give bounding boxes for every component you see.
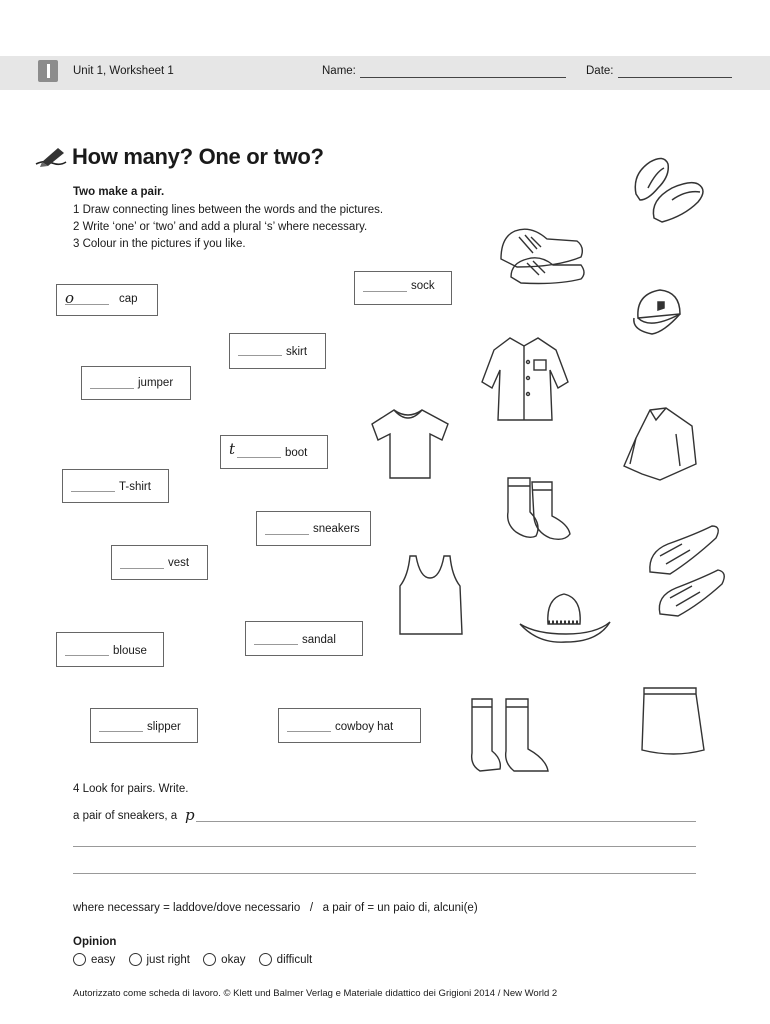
sneakers-picture[interactable] [497, 207, 587, 287]
unit-label: Unit 1, Worksheet 1 [73, 65, 174, 77]
page-title: How many? One or two? [72, 144, 324, 169]
answer-blank[interactable] [254, 644, 298, 645]
word-box-skirt[interactable] [229, 333, 326, 369]
unit-badge-icon [38, 60, 58, 82]
word-box-cowboy-hat[interactable] [278, 708, 421, 743]
jumper-picture[interactable] [620, 404, 700, 482]
vest-picture[interactable] [396, 552, 466, 638]
word-box-sandal[interactable] [245, 621, 363, 656]
word-box-tshirt[interactable] [62, 469, 169, 503]
opinion-difficult[interactable]: difficult [259, 953, 313, 966]
writing-line-3[interactable] [73, 873, 696, 874]
cowboy-hat-picture[interactable] [518, 590, 612, 648]
happy-face-icon [73, 953, 86, 966]
word-label: vest [168, 557, 190, 569]
answer-blank[interactable] [120, 568, 164, 569]
answer-blank[interactable] [65, 655, 109, 656]
word-box-blouse[interactable] [56, 632, 164, 667]
socks-picture[interactable] [502, 472, 576, 544]
word-label: cowboy hat [335, 721, 394, 733]
instruction-step-3: 3 Colour in the pictures if you like. [73, 238, 246, 250]
writing-line-1[interactable] [196, 821, 696, 822]
answer-blank[interactable] [99, 731, 143, 732]
instruction-step-2: 2 Write ‘one’ or ‘two’ and add a plural ‘s’ where necessary. [73, 221, 368, 233]
sad-face-icon [259, 953, 272, 966]
handwritten-answer: o [65, 289, 75, 307]
cap-picture[interactable] [630, 284, 686, 340]
word-label: sock [411, 280, 435, 292]
handwritten-answer: p [185, 806, 195, 824]
instruction-step-1: 1 Draw connecting lines between the words and the pictures. [73, 204, 384, 216]
answer-blank[interactable] [238, 355, 282, 356]
word-label: sandal [302, 634, 336, 646]
opinion-okay[interactable]: okay [203, 953, 245, 966]
word-box-jumper[interactable] [81, 366, 191, 400]
answer-blank[interactable] [65, 304, 109, 305]
answer-blank[interactable] [237, 457, 281, 458]
handwritten-answer: t [229, 440, 236, 458]
name-label: Name: [322, 65, 356, 77]
copyright-footer: Autorizzato come scheda di lavoro. © Klett und Balmer Verlag e Materiale didattico dei Grigioni 2014 / New World 2 [73, 988, 558, 999]
opinion-just-right[interactable]: just right [129, 953, 190, 966]
answer-blank[interactable] [265, 534, 309, 535]
glossary-note: where necessary = laddove/dove necessario / a pair of = un paio di, alcuni(e) [73, 902, 478, 914]
word-box-slipper[interactable] [90, 708, 198, 743]
date-label: Date: [586, 65, 614, 77]
opinion-easy[interactable]: easy [73, 953, 115, 966]
word-box-vest[interactable] [111, 545, 208, 580]
word-box-boot[interactable] [220, 435, 328, 469]
answer-blank[interactable] [287, 731, 331, 732]
word-label: slipper [147, 721, 181, 733]
instructions-heading: Two make a pair. [73, 186, 165, 198]
task4-starter: a pair of sneakers, a [73, 810, 178, 822]
smile-face-icon [129, 953, 142, 966]
neutral-face-icon [203, 953, 216, 966]
pencil-writing-icon [34, 146, 68, 168]
slippers-picture[interactable] [628, 154, 718, 226]
boots-picture[interactable] [466, 693, 552, 779]
tshirt-picture[interactable] [368, 406, 454, 482]
task4-prompt: 4 Look for pairs. Write. [73, 783, 189, 795]
word-box-cap[interactable] [56, 284, 158, 316]
word-label: jumper [138, 377, 174, 389]
word-label: skirt [286, 346, 308, 358]
word-label: blouse [113, 645, 147, 657]
answer-blank[interactable] [71, 491, 115, 492]
word-box-sneakers[interactable] [256, 511, 371, 546]
skirt-picture[interactable] [638, 684, 708, 758]
blouse-picture[interactable] [480, 332, 570, 424]
word-label: cap [119, 293, 138, 305]
word-box-sock[interactable] [354, 271, 452, 305]
answer-blank[interactable] [363, 291, 407, 292]
date-field[interactable] [618, 77, 732, 78]
name-field[interactable] [360, 77, 566, 78]
opinion-heading: Opinion [73, 936, 117, 948]
opinion-options [73, 953, 322, 966]
word-label: T-shirt [119, 481, 151, 493]
word-label: boot [285, 447, 308, 459]
sandals-picture[interactable] [646, 522, 728, 620]
writing-line-2[interactable] [73, 846, 696, 847]
worksheet-header [0, 56, 770, 90]
word-label: sneakers [313, 523, 360, 535]
answer-blank[interactable] [90, 388, 134, 389]
